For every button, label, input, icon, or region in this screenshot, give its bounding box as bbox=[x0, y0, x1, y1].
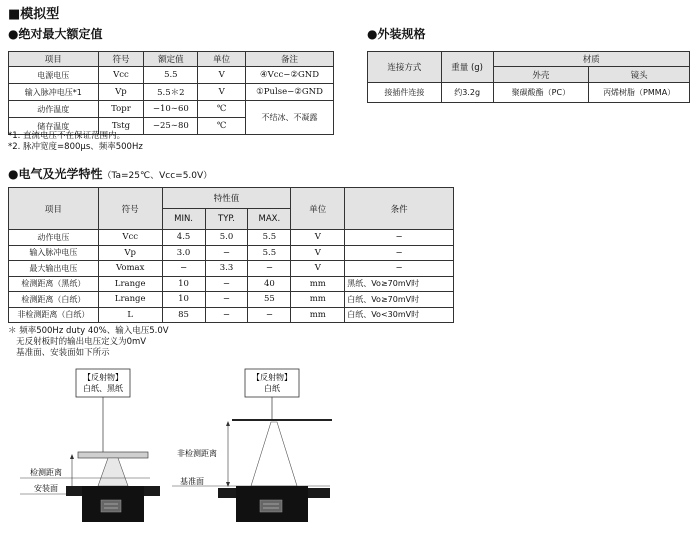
cell: 5.0 bbox=[205, 230, 248, 246]
cell: 电源电压 bbox=[9, 67, 99, 84]
mount-surface-label: 安装面 bbox=[34, 484, 58, 493]
cell: mm bbox=[291, 307, 345, 323]
abs-max-heading: ●绝对最大额定值 bbox=[8, 27, 103, 41]
header-max: MAX. bbox=[248, 209, 291, 230]
table-row bbox=[368, 83, 690, 103]
table-row bbox=[9, 261, 454, 277]
electrical-note-2: 无反射板时的输出电压定义为0mV bbox=[8, 337, 147, 347]
cell: ℃ bbox=[198, 118, 246, 135]
right-reflector-title: 【反射物】 bbox=[252, 373, 292, 382]
cell: −10∼60 bbox=[144, 101, 198, 118]
header-symbol: 符号 bbox=[98, 188, 162, 230]
right-diagram bbox=[172, 369, 332, 522]
cell: 5.5 bbox=[248, 230, 291, 246]
header-item: 项目 bbox=[9, 188, 99, 230]
cell: Lrange bbox=[98, 276, 162, 292]
arrow-up-icon bbox=[70, 454, 74, 459]
header-housing: 外壳 bbox=[493, 67, 589, 83]
cell: 输入脉冲电压 bbox=[9, 245, 99, 261]
cell: − bbox=[345, 245, 454, 261]
cell: − bbox=[248, 261, 291, 277]
electrical-note-3: 基准面、安装面如下所示 bbox=[8, 348, 110, 358]
merged-remark-cell: 不结冰、不凝露 bbox=[246, 101, 334, 135]
cell: − bbox=[205, 245, 248, 261]
detect-distance-label: 检测距离 bbox=[30, 468, 62, 477]
table-row bbox=[9, 307, 454, 323]
left-beam bbox=[98, 458, 128, 486]
cell: 储存温度 bbox=[9, 118, 99, 135]
electrical-heading-condition: （Ta=25℃、Vcc=5.0V） bbox=[102, 171, 213, 181]
cell: 3.0 bbox=[162, 245, 205, 261]
table-row bbox=[9, 101, 334, 118]
electrical-table bbox=[8, 187, 454, 323]
cell: − bbox=[248, 307, 291, 323]
header-symbol: 符号 bbox=[98, 52, 144, 67]
header-connect: 连接方式 bbox=[368, 52, 442, 83]
cell: 非检测距离（白纸） bbox=[9, 307, 99, 323]
cell: 白纸、Vo<30mV时 bbox=[345, 307, 454, 323]
abs-max-footnote-2: *2. 脉冲宽度=800µs、频率500Hz bbox=[8, 142, 143, 152]
cell: 10 bbox=[162, 292, 205, 308]
right-sensor-flange-right bbox=[306, 488, 330, 498]
electrical-heading-wrap bbox=[8, 163, 212, 182]
table-row bbox=[9, 67, 334, 84]
left-reflector-sub: 白纸、黑纸 bbox=[83, 384, 123, 393]
header-min: MIN. bbox=[162, 209, 205, 230]
header-item: 项目 bbox=[9, 52, 99, 67]
cell: mm bbox=[291, 276, 345, 292]
electrical-note-1: ＊ 频率500Hz duty 40%、输入电压5.0V bbox=[8, 326, 169, 336]
table-row bbox=[9, 276, 454, 292]
cell: 85 bbox=[162, 307, 205, 323]
header-char: 特性值 bbox=[162, 188, 291, 209]
arrow-up-icon bbox=[226, 421, 230, 426]
right-connector-icon bbox=[260, 500, 282, 512]
cell: 动作电压 bbox=[9, 230, 99, 246]
appearance-heading: ●外装规格 bbox=[367, 27, 426, 41]
header-unit: 单位 bbox=[198, 52, 246, 67]
table-row bbox=[9, 292, 454, 308]
cell: 5.5＊2 bbox=[144, 84, 198, 101]
cell: 聚碳酸酯（PC） bbox=[493, 83, 589, 103]
header-typ: TYP. bbox=[205, 209, 248, 230]
cell: − bbox=[205, 307, 248, 323]
left-connector-icon bbox=[101, 500, 121, 512]
cell: Vcc bbox=[98, 67, 144, 84]
cell: V bbox=[291, 261, 345, 277]
right-beam bbox=[251, 422, 297, 486]
cell: Vomax bbox=[98, 261, 162, 277]
cell: −25∼80 bbox=[144, 118, 198, 135]
header-material: 材质 bbox=[493, 52, 689, 67]
header-unit: 单位 bbox=[291, 188, 345, 230]
abs-max-table bbox=[8, 51, 334, 135]
cell: V bbox=[291, 230, 345, 246]
cell: 4.5 bbox=[162, 230, 205, 246]
header-lens: 镜头 bbox=[589, 67, 690, 83]
cell: 55 bbox=[248, 292, 291, 308]
cell: − bbox=[205, 292, 248, 308]
left-reflector-plate bbox=[78, 452, 148, 458]
cell: 检测距离（白纸） bbox=[9, 292, 99, 308]
mounting-diagram bbox=[0, 360, 697, 534]
cell: − bbox=[345, 261, 454, 277]
cell: 检测距离（黑纸） bbox=[9, 276, 99, 292]
left-diagram bbox=[20, 369, 160, 522]
cell: 约3.2g bbox=[441, 83, 493, 103]
cell: 白纸、Vo≥70mV时 bbox=[345, 292, 454, 308]
cell: Vcc bbox=[98, 230, 162, 246]
cell: L bbox=[98, 307, 162, 323]
header-rating: 额定值 bbox=[144, 52, 198, 67]
cell: 丙烯树脂（PMMA） bbox=[589, 83, 690, 103]
table-row bbox=[9, 84, 334, 101]
abs-max-footnote-1: *1. 直流电压不在保证范围内。 bbox=[8, 131, 126, 141]
cell: − bbox=[345, 230, 454, 246]
cell: 40 bbox=[248, 276, 291, 292]
cell: − bbox=[205, 276, 248, 292]
cell: 5.5 bbox=[144, 67, 198, 84]
cell: Vp bbox=[98, 245, 162, 261]
right-reflector-sub: 白纸 bbox=[264, 384, 280, 393]
reference-surface-label: 基准面 bbox=[180, 477, 204, 486]
electrical-heading: ●电气及光学特性 bbox=[8, 167, 103, 181]
appearance-table bbox=[367, 51, 690, 103]
cell: 10 bbox=[162, 276, 205, 292]
table-row bbox=[9, 245, 454, 261]
cell: Topr bbox=[98, 101, 144, 118]
table-row bbox=[9, 230, 454, 246]
non-detect-distance-label: 非检测距离 bbox=[177, 449, 217, 458]
cell: ①Pulse−②GND bbox=[246, 84, 334, 101]
cell: V bbox=[198, 67, 246, 84]
cell: 动作温度 bbox=[9, 101, 99, 118]
cell: Lrange bbox=[98, 292, 162, 308]
cell: ℃ bbox=[198, 101, 246, 118]
cell: − bbox=[162, 261, 205, 277]
cell: 接插件连接 bbox=[368, 83, 442, 103]
cell: 3.3 bbox=[205, 261, 248, 277]
cell: 最大输出电压 bbox=[9, 261, 99, 277]
header-remark: 备注 bbox=[246, 52, 334, 67]
cell: Vp bbox=[98, 84, 144, 101]
left-reflector-title: 【反射物】 bbox=[83, 373, 123, 382]
cell: 输入脉冲电压*1 bbox=[9, 84, 99, 101]
cell: mm bbox=[291, 292, 345, 308]
cell: 5.5 bbox=[248, 245, 291, 261]
page-title: ■模拟型 bbox=[8, 7, 60, 22]
header-condition: 条件 bbox=[345, 188, 454, 230]
cell: V bbox=[198, 84, 246, 101]
header-weight: 重量 (g) bbox=[441, 52, 493, 83]
cell: ④Vcc−②GND bbox=[246, 67, 334, 84]
cell: V bbox=[291, 245, 345, 261]
cell: Tstg bbox=[98, 118, 144, 135]
cell: 黑纸、Vo≥70mV时 bbox=[345, 276, 454, 292]
